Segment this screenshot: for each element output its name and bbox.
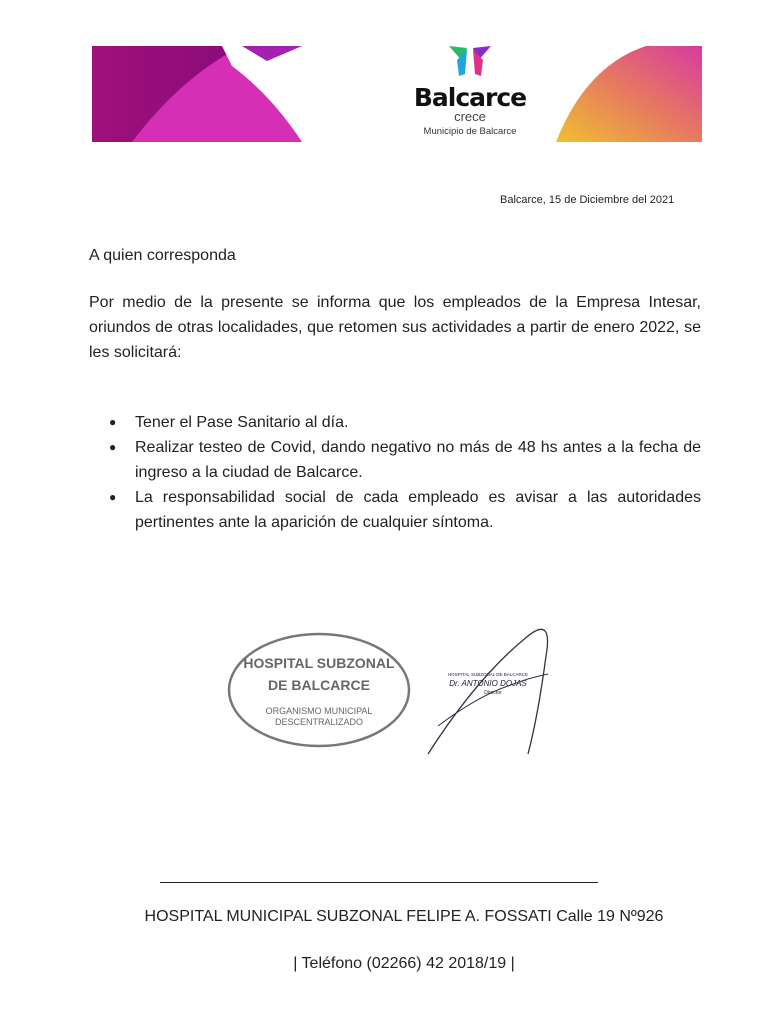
signature-name: Dr. ANTONIO DOJAS (449, 679, 527, 688)
letter-date: Balcarce, 15 de Diciembre del 2021 (500, 194, 675, 206)
stamp-line-1: HOSPITAL SUBZONAL (243, 655, 395, 671)
list-item: ● Realizar testeo de Covid, dando negativo no más de 48 hs antes a la fecha de ingreso a la ciudad de Balcarce. (89, 435, 701, 485)
body-paragraph: Por medio de la presente se informa que los empleados de la Empresa Intesar, oriundos de otras localidades, que retomen sus actividades a partir de enero 2022, se les solicitará: (89, 294, 701, 361)
footer-phone: | Teléfono (02266) 42 2018/19 | (293, 955, 515, 972)
logo-municipio: Municipio de Balcarce (423, 126, 517, 137)
footer-address: HOSPITAL MUNICIPAL SUBZONAL FELIPE A. FOSSATI Calle 19 Nº926 (144, 908, 664, 925)
stamp-line-2: DE BALCARCE (268, 677, 370, 693)
list-item: ● La responsabilidad social de cada empleado es avisar a las autoridades pertinentes ante la aparición de cualquier síntoma. (89, 485, 701, 535)
signature-title: Director (484, 690, 502, 696)
requirements-list (89, 410, 701, 535)
stamp-line-3: ORGANISMO MUNICIPAL (265, 706, 373, 716)
balcarce-logo (410, 44, 530, 137)
greeting: A quien corresponda (89, 247, 236, 264)
director-signature (418, 616, 558, 756)
list-item: ● Tener el Pase Sanitario al día. (89, 410, 701, 435)
header-banner-left (92, 46, 302, 142)
hospital-stamp (224, 628, 414, 753)
signature-org: HOSPITAL SUBZONAL DE BALCARCE (447, 672, 529, 677)
stamp-line-4: DESCENTRALIZADO (274, 717, 364, 727)
footer-divider (160, 882, 598, 883)
butterfly-icon (445, 44, 495, 78)
logo-sub: crece (454, 109, 486, 124)
logo-word: Balcarce (413, 83, 527, 112)
header-banner-right (556, 46, 702, 142)
